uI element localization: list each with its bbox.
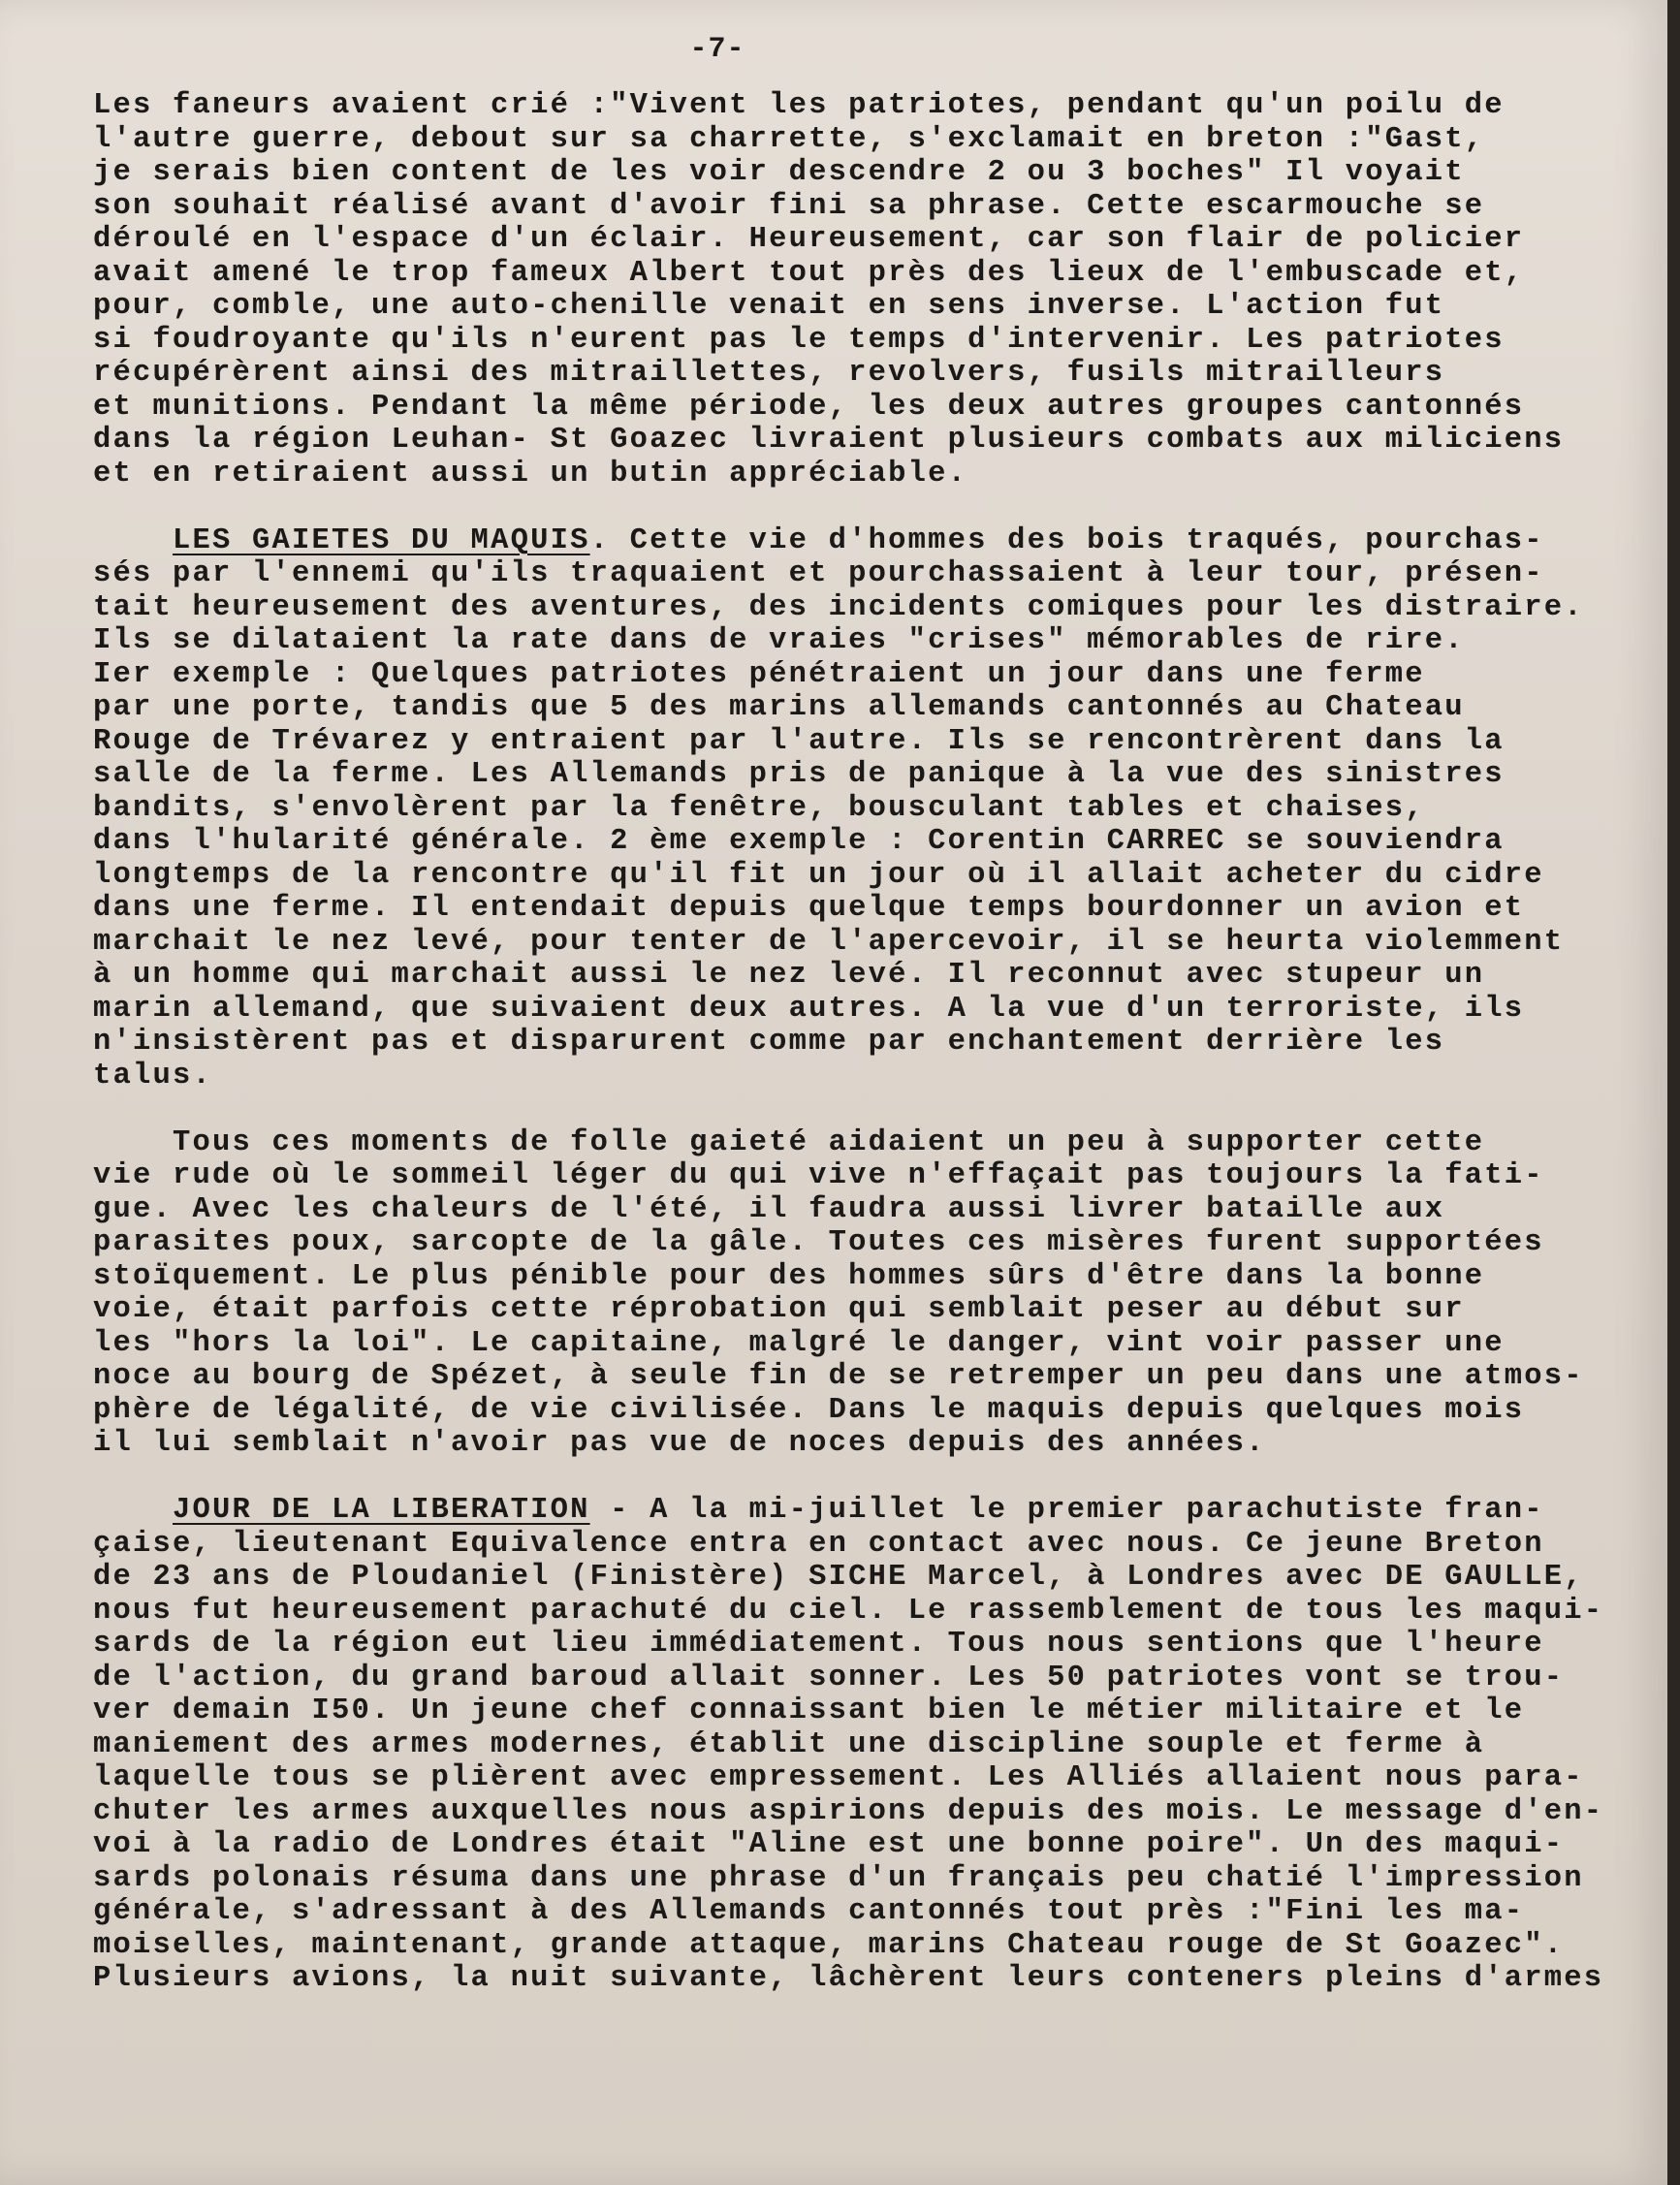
- text-line: dans une ferme. Il entendait depuis quelque temps bourdonner un avion et: [93, 892, 1525, 925]
- text-line: çaise, lieutenant Equivalence entra en contact avec nous. Ce jeune Breton: [93, 1527, 1544, 1561]
- text-line: Ils se dilataient la rate dans de vraies "crises" mémorables de rire.: [93, 624, 1465, 657]
- text-line: gue. Avec les chaleurs de l'été, il faudra aussi livrer bataille aux: [93, 1192, 1445, 1226]
- text-line: parasites poux, sarcopte de la gâle. Toutes ces misères furent supportées: [93, 1226, 1544, 1259]
- text-line: n'insistèrent pas et disparurent comme par enchantement derrière les: [93, 1026, 1445, 1059]
- text-line: de 23 ans de Ploudaniel (Finistère) SICHE Marcel, à Londres avec DE GAULLE,: [93, 1561, 1584, 1594]
- text-line: voie, était parfois cette réprobation qui semblait peser au début sur: [93, 1293, 1465, 1326]
- text-line: de l'action, du grand baroud allait sonner. Les 50 patriotes vont se trou-: [93, 1661, 1565, 1694]
- text-line: avait amené le trop fameux Albert tout près des lieux de l'embuscade et,: [93, 256, 1525, 290]
- page-number: -7-: [689, 33, 745, 66]
- paragraph-folle-gaiete: [93, 1126, 1654, 1461]
- text-line: ver demain I50. Un jeune chef connaissant bien le métier militaire et le: [93, 1694, 1525, 1727]
- text-line: laquelle tous se plièrent avec empressement. Les Alliés allaient nous para-: [93, 1761, 1584, 1794]
- paragraph-gaietes-du-maquis: [93, 524, 1654, 1093]
- text-line: talus.: [93, 1059, 213, 1092]
- text-line: sards polonais résuma dans une phrase d'un français peu chatié l'impression: [93, 1861, 1584, 1895]
- section-heading: JOUR DE LA LIBERATION: [173, 1494, 590, 1527]
- text-line: Ier exemple : Quelques patriotes pénétraient un jour dans une ferme: [93, 657, 1425, 691]
- text-line: LES GAIETES DU MAQUIS. Cette vie d'hommes des bois traqués, pourchas-: [173, 523, 1544, 557]
- text-line: sards de la région eut lieu immédiatement. Tous nous sentions que l'heure: [93, 1628, 1544, 1661]
- text-line: les "hors la loi". Le capitaine, malgré le danger, vint voir passer une: [93, 1326, 1505, 1360]
- text-line: générale, s'adressant à des Allemands cantonnés tout près :"Fini les ma-: [93, 1895, 1525, 1928]
- text-line: vie rude où le sommeil léger du qui vive n'effaçait pas toujours la fati-: [93, 1159, 1544, 1192]
- text-line: et munitions. Pendant la même période, les deux autres groupes cantonnés: [93, 390, 1525, 424]
- text-line: bandits, s'envolèrent par la fenêtre, bousculant tables et chaises,: [93, 791, 1425, 825]
- text-line: je serais bien content de les voir descendre 2 ou 3 boches" Il voyait: [93, 156, 1465, 189]
- text-line: récupérèrent ainsi des mitraillettes, revolvers, fusils mitrailleurs: [93, 357, 1445, 390]
- text-line: maniement des armes modernes, établit une discipline souple et ferme à: [93, 1727, 1485, 1761]
- text-line: dans la région Leuhan- St Goazec livraient plusieurs combats aux miliciens: [93, 424, 1565, 457]
- text-line: si foudroyante qu'ils n'eurent pas le temps d'intervenir. Les patriotes: [93, 323, 1505, 357]
- text-line: longtemps de la rencontre qu'il fit un jour où il allait acheter du cidre: [93, 858, 1544, 892]
- text-line: l'autre guerre, debout sur sa charrette, s'exclamait en breton :"Gast,: [93, 122, 1485, 156]
- text-line: chuter les armes auxquelles nous aspirions depuis des mois. Le message d'en-: [93, 1794, 1604, 1828]
- text-line: tait heureusement des aventures, des incidents comiques pour les distraire.: [93, 590, 1584, 624]
- text-line: JOUR DE LA LIBERATION - A la mi-juillet le premier parachutiste fran-: [173, 1494, 1544, 1527]
- text-line: dans l'hularité générale. 2 ème exemple : Corentin CARREC se souviendra: [93, 825, 1505, 858]
- document-body: [93, 89, 1654, 1996]
- text-line: sés par l'ennemi qu'ils traquaient et pourchassaient à leur tour, présen-: [93, 557, 1544, 590]
- text-line: phère de légalité, de vie civilisée. Dans le maquis depuis quelques mois: [93, 1393, 1525, 1427]
- text-line: stoïquement. Le plus pénible pour des hommes sûrs d'être dans la bonne: [93, 1259, 1485, 1293]
- text-line: moiselles, maintenant, grande attaque, marins Chateau rouge de St Goazec".: [93, 1928, 1565, 1962]
- text-line: Rouge de Trévarez y entraient par l'autre. Ils se rencontrèrent dans la: [93, 724, 1505, 758]
- text-line: pour, comble, une auto-chenille venait en sens inverse. L'action fut: [93, 290, 1445, 323]
- text-line: à un homme qui marchait aussi le nez levé. Il reconnut avec stupeur un: [93, 959, 1485, 992]
- text-line: nous fut heureusement parachuté du ciel. Le rassemblement de tous les maqui-: [93, 1594, 1604, 1628]
- text-line: marin allemand, que suivaient deux autres. A la vue d'un terroriste, ils: [93, 992, 1525, 1026]
- text-line: salle de la ferme. Les Allemands pris de panique à la vue des sinistres: [93, 758, 1505, 791]
- text-line: Plusieurs avions, la nuit suivante, lâchèrent leurs conteners pleins d'armes: [93, 1962, 1604, 1995]
- text-line: son souhait réalisé avant d'avoir fini sa phrase. Cette escarmouche se: [93, 189, 1485, 223]
- text-line: noce au bourg de Spézet, à seule fin de se retremper un peu dans une atmos-: [93, 1360, 1584, 1393]
- text-line: Tous ces moments de folle gaieté aidaient un peu à supporter cette: [173, 1125, 1485, 1159]
- page-edge-shadow: [1667, 0, 1680, 2185]
- paragraph-jour-de-la-liberation: [93, 1494, 1654, 1996]
- text-line: déroulé en l'espace d'un éclair. Heureusement, car son flair de policier: [93, 223, 1525, 256]
- text-line: il lui semblait n'avoir pas vue de noces depuis des années.: [93, 1427, 1266, 1460]
- text-line: par une porte, tandis que 5 des marins allemands cantonnés au Chateau: [93, 691, 1465, 724]
- paragraph-ambush: [93, 89, 1654, 491]
- text-line: marchait le nez levé, pour tenter de l'apercevoir, il se heurta violemment: [93, 925, 1565, 959]
- text-line: Les faneurs avaient crié :"Vivent les patriotes, pendant qu'un poilu de: [93, 89, 1505, 122]
- text-line: voi à la radio de Londres était "Aline est une bonne poire". Un des maqui-: [93, 1828, 1565, 1861]
- section-heading: LES GAIETES DU MAQUIS: [173, 523, 590, 557]
- text-line: et en retiraient aussi un butin appréciable.: [93, 457, 968, 491]
